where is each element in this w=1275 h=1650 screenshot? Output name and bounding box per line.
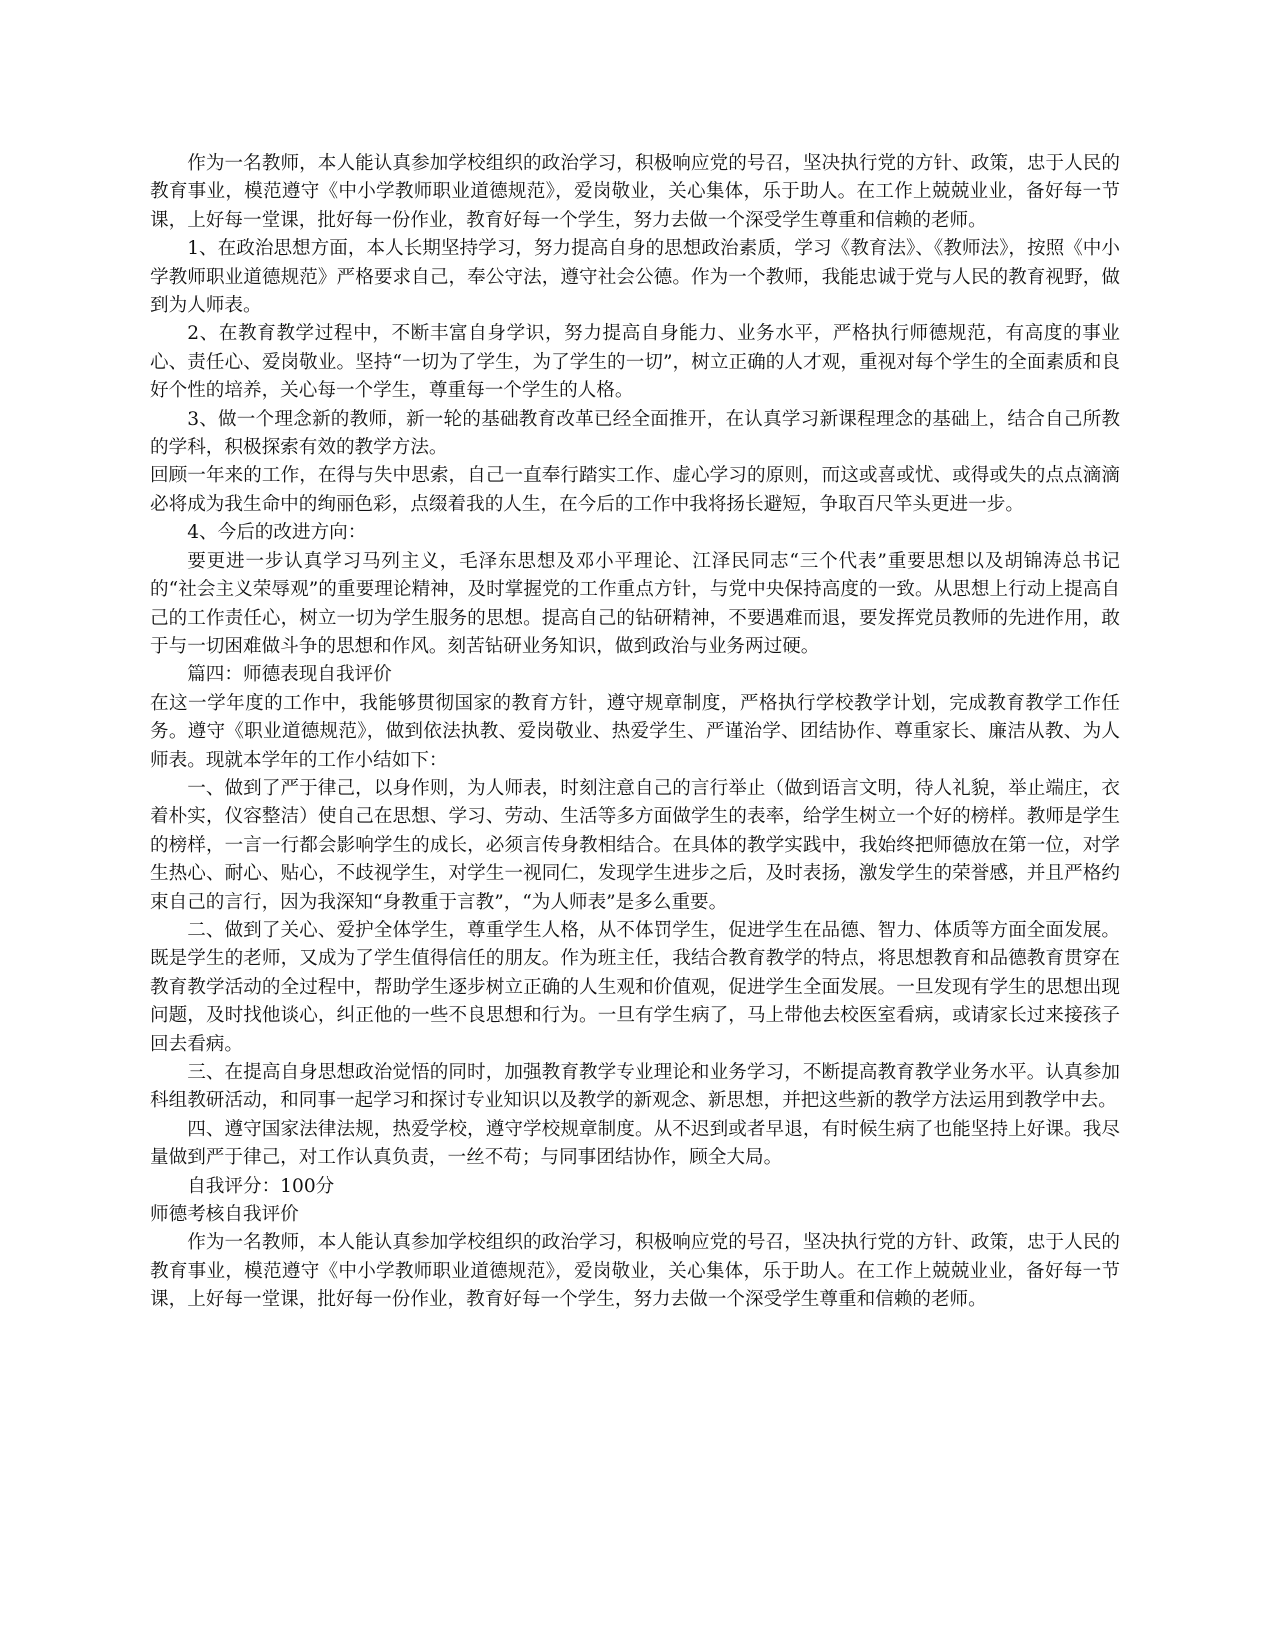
paragraph-item-3: 三、在提高自身思想政治觉悟的同时，加强教育教学专业理论和业务学习，不断提高教育教学业务水平。认真参加科组教研活动，和同事一起学习和探讨专业知识以及教学的新观念、新思想，并把这些新的教学方法运用到教学中去。 [150,1062,1120,1112]
paragraph-point-1: 1、在政治思想方面，本人长期坚持学习，努力提高自身的思想政治素质，学习《教育法》、《教师法》，按照《中小学教师职业道德规范》严格要求自己，奉公守法，遵守社会公德。作为一个教师，我能忠诚于党与人民的教育视野，做到为人师表。 [150,238,1120,317]
paragraph-year-summary: 在这一学年度的工作中，我能够贯彻国家的教育方针，遵守规章制度，严格执行学校教学计划，完成教育教学工作任务。遵守《职业道德规范》，做到依法执教、爱岗敬业、热爱学生、严谨治学、团结协作、尊重家长、廉洁从教、为人师表。现就本学年的工作小结如下： [150,692,1120,771]
section-heading-part-4: 篇四：师德表现自我评价 [187,664,392,686]
paragraph-improvement: 要更进一步认真学习马列主义，毛泽东思想及邓小平理论、江泽民同志“三个代表”重要思想以及胡锦涛总书记的“社会主义荣辱观”的重要理论精神，及时掌握党的工作重点方针，与党中央保持高度的一致。从思想上行动上提高自己的工作责任心，树立一切为学生服务的思想。提高自己的钻研精神，不要遇难而退，要发挥党员教师的先进作用，敢于与一切困难做斗争的思想和作风。刻苦钻研业务知识，做到政治与业务两过硬。 [150,550,1120,657]
paragraph-intro-repeat: 作为一名教师，本人能认真参加学校组织的政治学习，积极响应党的号召，坚决执行党的方针、政策，忠于人民的教育事业，模范遵守《中小学教师职业道德规范》，爱岗敬业，关心集体，乐于助人。在工作上兢兢业业，备好每一节课，上好每一堂课，批好每一份作业，教育好每一个学生，努力去做一个深受学生尊重和信赖的老师。 [150,1232,1120,1311]
paragraph-item-1: 一、做到了严于律己，以身作则，为人师表，时刻注意自己的言行举止（做到语言文明，待人礼貌，举止端庄，衣着朴实，仪容整洁）使自己在思想、学习、劳动、生活等多方面做学生的表率，给学生树立一个好的榜样。教师是学生的榜样，一言一行都会影响学生的成长，必须言传身教相结合。在具体的教学实践中，我始终把师德放在第一位，对学生热心、耐心、贴心，不歧视学生，对学生一视同仁，发现学生进步之后，及时表扬，激发学生的荣誉感，并且严格约束自己的言行，因为我深知“身教重于言教”，“为人师表”是多么重要。 [150,777,1120,913]
paragraph-point-3: 3、做一个理念新的教师，新一轮的基础教育改革已经全面推开，在认真学习新课程理念的基础上，结合自己所教的学科，积极探索有效的教学方法。 [150,408,1120,459]
paragraph-item-4: 四、遵守国家法律法规，热爱学校，遵守学校规章制度。从不迟到或者早退，有时候生病了也能坚持上好课。我尽量做到严于律己，对工作认真负责，一丝不苟；与同事团结协作，顾全大局。 [150,1118,1120,1169]
self-score: 自我评分：100分 [187,1175,335,1197]
paragraph-review: 回顾一年来的工作，在得与失中思索，自己一直奉行踏实工作、虚心学习的原则，而这或喜或忧、或得或失的点点滴滴必将成为我生命中的绚丽色彩，点缀着我的人生，在今后的工作中我将扬长避短，争取百尺竿头更进一步。 [150,465,1120,515]
paragraph-item-2: 二、做到了关心、爱护全体学生，尊重学生人格，从不体罚学生，促进学生在品德、智力、体质等方面全面发展。既是学生的老师，又成为了学生值得信任的朋友。作为班主任，我结合教育教学的特点，将思想教育和品德教育贯穿在教育教学活动的全过程中，帮助学生逐步树立正确的人生观和价值观，促进学生全面发展。一旦发现有学生的思想出现问题，及时找他谈心，纠正他的一些不良思想和行为。一旦有学生病了，马上带他去校医室看病，或请家长过来接孩子回去看病。 [150,919,1120,1055]
document-body [150,150,1120,1315]
paragraph-intro: 作为一名教师，本人能认真参加学校组织的政治学习，积极响应党的号召，坚决执行党的方针、政策，忠于人民的教育事业，模范遵守《中小学教师职业道德规范》，爱岗敬业，关心集体，乐于助人。在工作上兢兢业业，备好每一节课，上好每一堂课，批好每一份作业，教育好每一个学生，努力去做一个深受学生尊重和信赖的老师。 [150,153,1120,231]
section-heading-assessment: 师德考核自我评价 [150,1204,299,1226]
paragraph-point-2: 2、在教育教学过程中，不断丰富自身学识，努力提高自身能力、业务水平，严格执行师德规范，有高度的事业心、责任心、爱岗敬业。坚持“一切为了学生，为了学生的一切”，树立正确的人才观，重视对每个学生的全面素质和良好个性的培养，关心每一个学生，尊重每一个学生的人格。 [150,323,1120,402]
paragraph-point-4-heading: 4、今后的改进方向： [187,522,367,544]
